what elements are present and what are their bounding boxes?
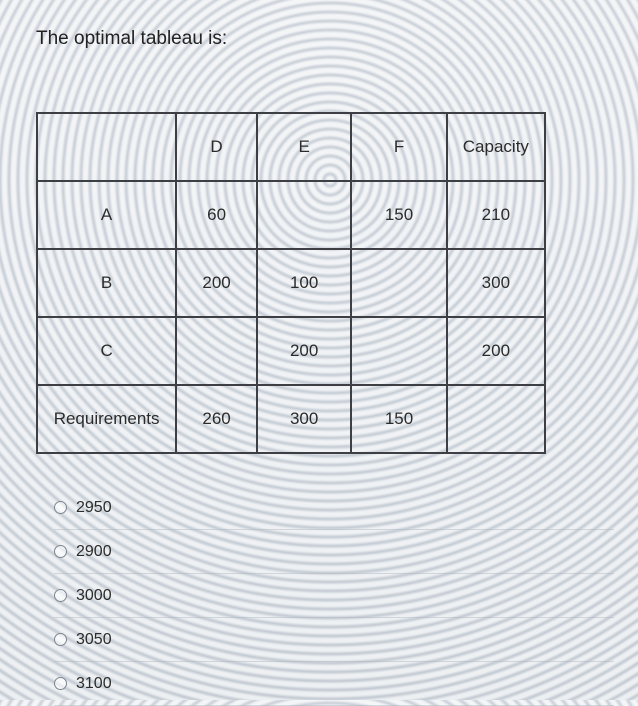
cell-requirements-d: 260 bbox=[176, 385, 257, 453]
cell-requirements-f: 150 bbox=[351, 385, 446, 453]
cell-c-f bbox=[351, 317, 446, 385]
cell-requirements-e: 300 bbox=[257, 385, 351, 453]
cell-a-f: 150 bbox=[351, 181, 446, 249]
answer-option-label: 2900 bbox=[76, 542, 112, 560]
answer-option-label: 3050 bbox=[76, 630, 112, 648]
cell-c-capacity: 200 bbox=[447, 317, 545, 385]
answer-option-label: 3100 bbox=[76, 674, 112, 692]
answer-option-2[interactable] bbox=[54, 530, 614, 574]
cell-b-capacity: 300 bbox=[447, 249, 545, 317]
row-label-b: B bbox=[37, 249, 176, 317]
answer-option-label: 3000 bbox=[76, 586, 112, 604]
column-header-f: F bbox=[351, 113, 446, 181]
answer-options bbox=[54, 486, 614, 706]
table-header-row bbox=[37, 113, 545, 181]
cell-a-e bbox=[257, 181, 351, 249]
cell-b-d: 200 bbox=[176, 249, 257, 317]
answer-option-3[interactable] bbox=[54, 574, 614, 618]
radio-button-icon[interactable] bbox=[54, 545, 67, 558]
column-header-d: D bbox=[176, 113, 257, 181]
cell-c-d bbox=[176, 317, 257, 385]
radio-button-icon[interactable] bbox=[54, 589, 67, 602]
table-row-a bbox=[37, 181, 545, 249]
table-row-b bbox=[37, 249, 545, 317]
answer-option-1[interactable] bbox=[54, 486, 614, 530]
radio-button-icon[interactable] bbox=[54, 633, 67, 646]
answer-option-5[interactable] bbox=[54, 662, 614, 706]
answer-option-label: 2950 bbox=[76, 498, 112, 516]
radio-button-icon[interactable] bbox=[54, 677, 67, 690]
row-label-requirements: Requirements bbox=[37, 385, 176, 453]
optimal-tableau bbox=[36, 112, 546, 454]
question-text: The optimal tableau is: bbox=[36, 28, 228, 49]
row-label-a: A bbox=[37, 181, 176, 249]
cell-a-d: 60 bbox=[176, 181, 257, 249]
radio-button-icon[interactable] bbox=[54, 501, 67, 514]
cell-requirements-capacity bbox=[447, 385, 545, 453]
table-corner-cell bbox=[37, 113, 176, 181]
column-header-e: E bbox=[257, 113, 351, 181]
cell-c-e: 200 bbox=[257, 317, 351, 385]
table-row-requirements bbox=[37, 385, 545, 453]
cell-a-capacity: 210 bbox=[447, 181, 545, 249]
answer-option-4[interactable] bbox=[54, 618, 614, 662]
column-header-capacity: Capacity bbox=[447, 113, 545, 181]
table-row-c bbox=[37, 317, 545, 385]
cell-b-e: 100 bbox=[257, 249, 351, 317]
cell-b-f bbox=[351, 249, 446, 317]
row-label-c: C bbox=[37, 317, 176, 385]
